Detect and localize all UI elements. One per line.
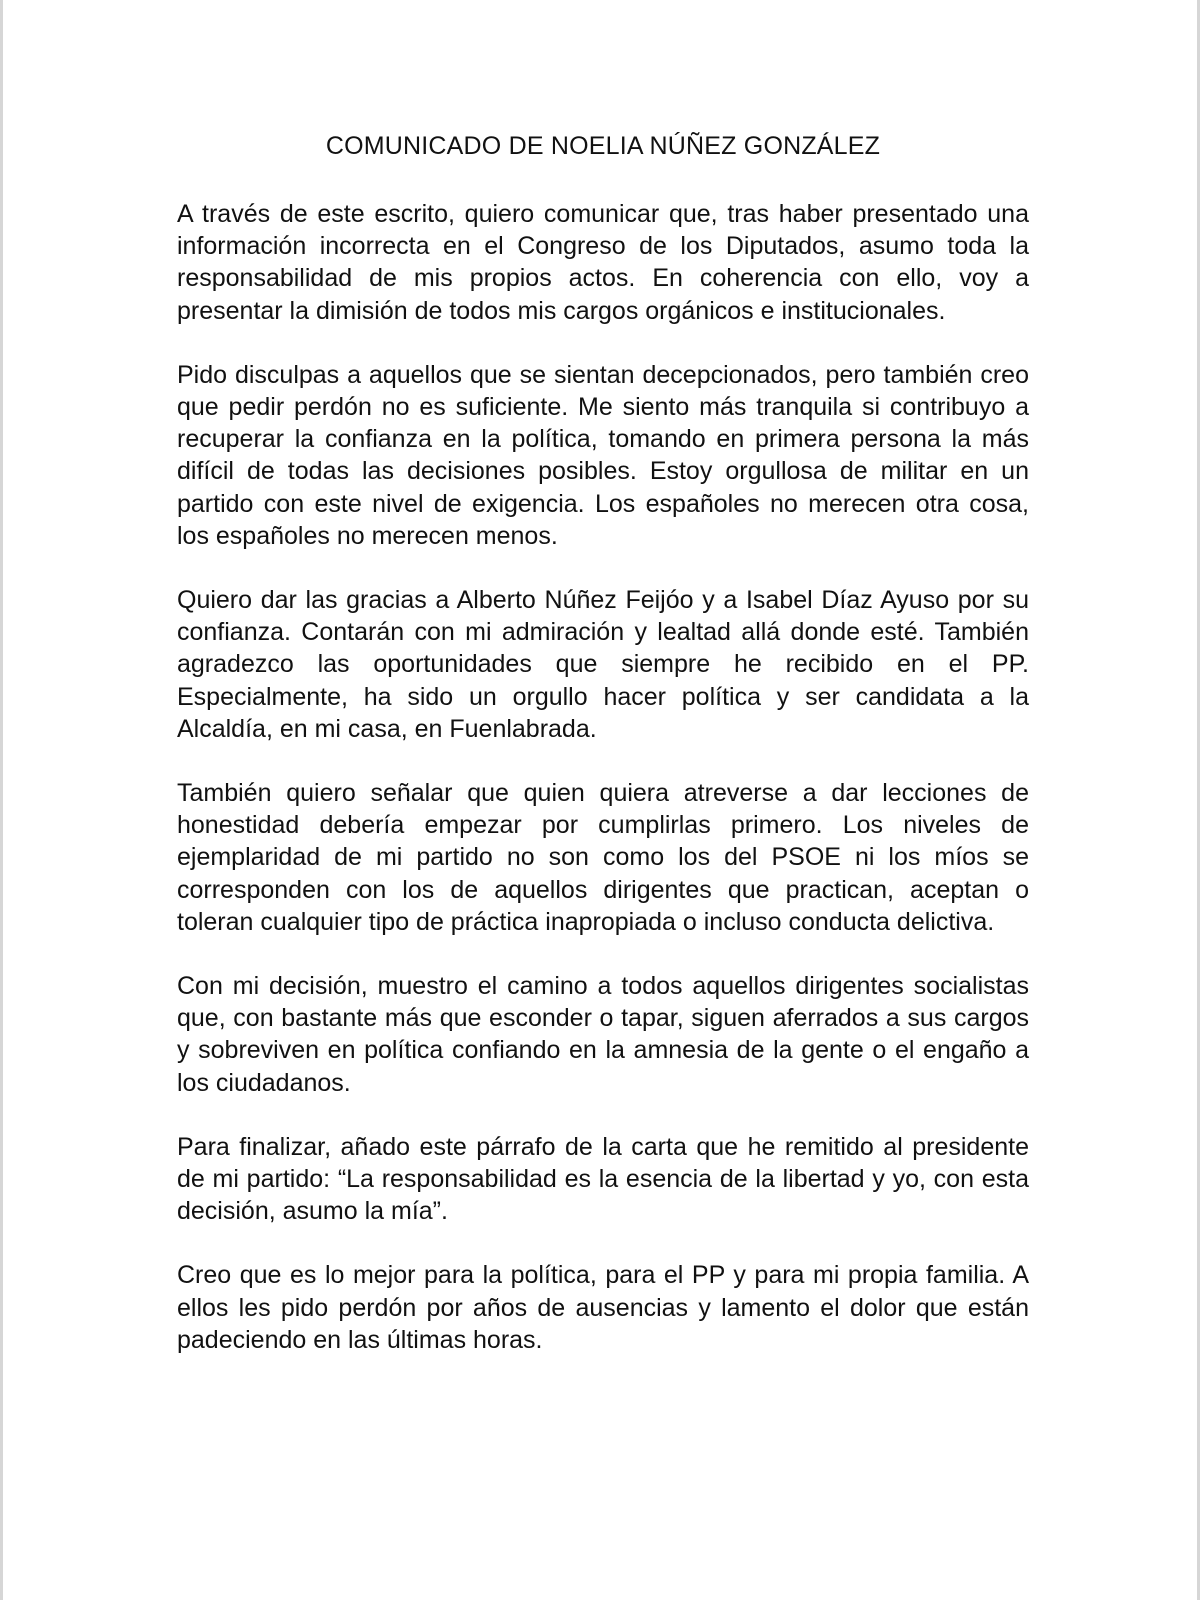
paragraph-resignation: A través de este escrito, quiero comunicar que, tras haber presentado una información incorrecta en el Congreso de los Diputados, asumo toda la responsabilidad de mis propios actos. En coherencia con ello, voy a presentar la dimisión de todos mis cargos orgánicos e institucionales. [177, 200, 1029, 325]
paragraph-letter-quote: Para finalizar, añado este párrafo de la carta que he remitido al presidente de mi partido: “La responsabilidad es la esencia de la libertad y yo, con esta decisión, asumo la mía”. [177, 1132, 1029, 1226]
paragraph-apology: Pido disculpas a aquellos que se sientan decepcionados, pero también creo que pedir perdón no es suficiente. Me siento más tranquila si contribuyo a recuperar la confianza en la política, tomando en primera persona la más difícil de todas las decisiones posibles. Estoy orgullosa de militar en un partido con este nivel de exigencia. Los españoles no merecen otra cosa, los españoles no merecen menos. [177, 360, 1029, 550]
paragraph-honesty: También quiero señalar que quien quiera atreverse a dar lecciones de honestidad debería empezar por cumplirlas primero. Los niveles de ejemplaridad de mi partido no son como los del PSOE ni los míos se corresponden con los de aquellos dirigentes que practican, aceptan o toleran cualquier tipo de práctica inapropiada o incluso conducta delictiva. [177, 779, 1029, 936]
paragraph-closing: Creo que es lo mejor para la política, para el PP y para mi propia familia. A ellos les pido perdón por años de ausencias y lamento el dolor que están padeciendo en las últimas horas. [177, 1261, 1029, 1354]
paragraph-decision: Con mi decisión, muestro el camino a todos aquellos dirigentes socialistas que, con bastante más que esconder o tapar, siguen aferrados a sus cargos y sobreviven en política confiando en la amnesia de la gente o el engaño a los ciudadanos. [177, 972, 1029, 1097]
document-body [177, 198, 1029, 1388]
document-title: COMUNICADO DE NOELIA NÚÑEZ GONZÁLEZ [325, 132, 881, 160]
paragraph-thanks: Quiero dar las gracias a Alberto Núñez Feijóo y a Isabel Díaz Ayuso por su confianza. Contarán con mi admiración y lealtad allá donde esté. También agradezco las oportunidades que siempre he recibido en el PP. Especialmente, ha sido un orgullo hacer política y ser candidata a la Alcaldía, en mi casa, en Fuenlabrada. [177, 586, 1029, 743]
